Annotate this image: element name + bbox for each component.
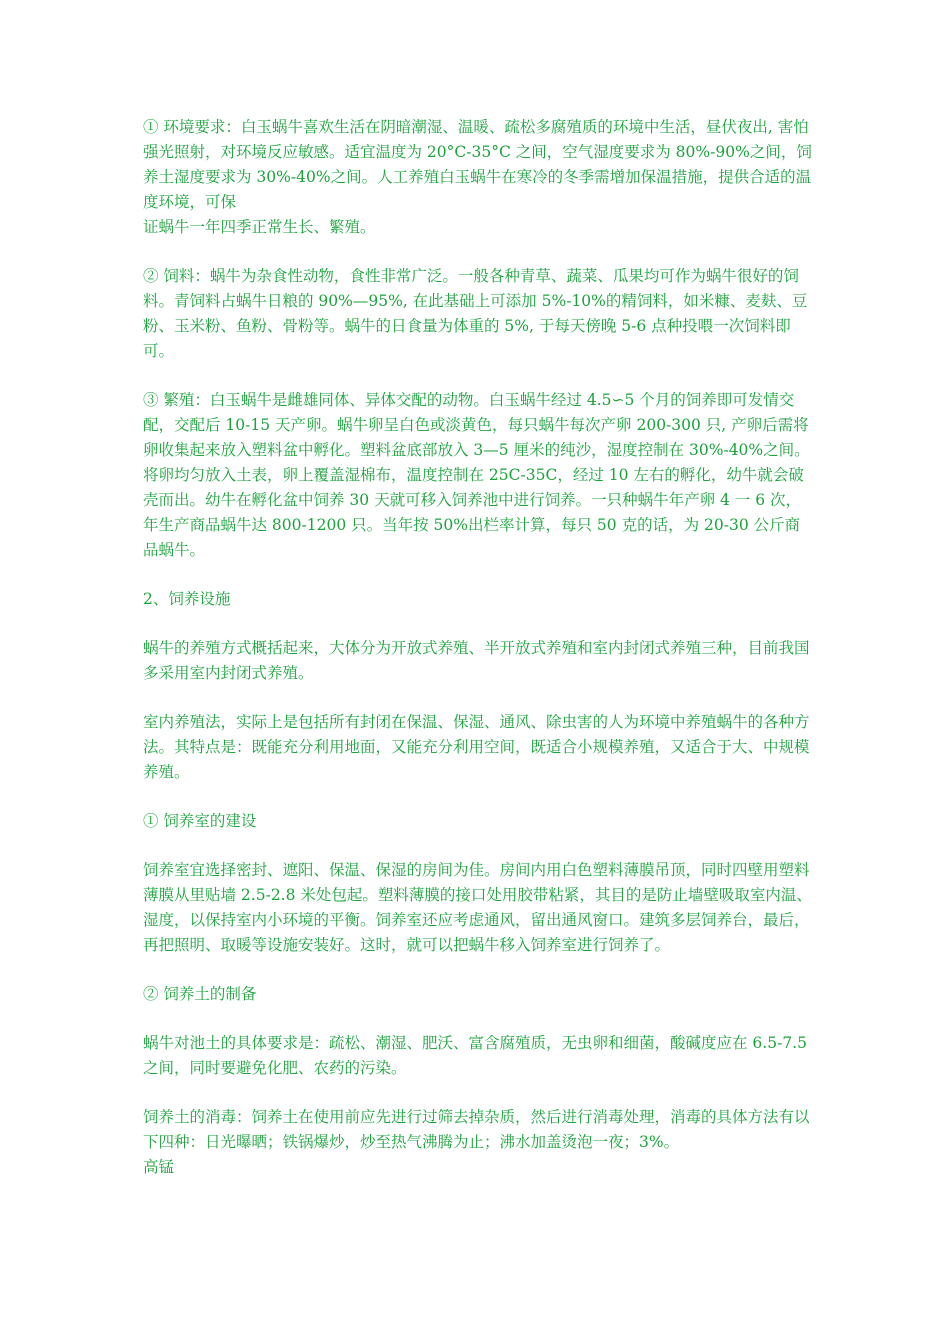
paragraph-feed: ② 饲料：蜗牛为杂食性动物，食性非常广泛。一般各种青草、蔬菜、瓜果均可作为蜗牛很好的饲料。青饲料占蜗牛日粮的 90%—95%, 在此基础上可添加 5%-10%的精饲料，如米糠、麦麸、豆粉、玉米粉、鱼粉、骨粉等。蜗牛的日食量为体重的 5%, 于每天傍晚 5-6 点种投喂一次饲料即可。 xyxy=(143,267,808,360)
subheading-room-construction: ① 饲养室的建设 xyxy=(143,812,257,830)
paragraph-soil-requirements: 蜗牛对池土的具体要求是：疏松、潮湿、肥沃、富含腐殖质，无虫卵和细菌，酸碱度应在 6.5-7.5 之间，同时要避免化肥、农药的污染。 xyxy=(143,1034,807,1077)
subheading-soil-preparation: ② 饲养土的制备 xyxy=(143,985,257,1003)
paragraph-indoor-method: 室内养殖法，实际上是包括所有封闭在保温、保湿、通风、除虫害的人为环境中养殖蜗牛的各种方法。其特点是：既能充分利用地面，又能充分利用空间，既适合小规模养殖，又适合于大、中规模养殖。 xyxy=(143,713,810,781)
paragraph-environment: ① 环境要求：白玉蜗牛喜欢生活在阴暗潮湿、温暖、疏松多腐殖质的环境中生活，昼伏夜出, 害怕强光照射，对环境反应敏感。适宜温度为 20°C-35°C 之间，空气湿度要求为 80%-90%之间，饲养土湿度要求为 30%-40%之间。人工养殖白玉蜗牛在寒冷的冬季需增加保温措施，提供合适的温度环境，可保 证蜗牛一年四季正常生长、繁殖。 xyxy=(143,118,812,236)
paragraph-breeding: ③ 繁殖：白玉蜗牛是雌雄同体、异体交配的动物。白玉蜗牛经过 4.5∽5 个月的饲养即可发情交配，交配后 10-15 天产卵。蜗牛卵呈白色或淡黄色，每只蜗牛每次产卵 200-300 只, 产卵后需将卵收集起来放入塑料盆中孵化。塑料盆底部放入 3—5 厘米的纯沙，湿度控制在 30%-40%之间。将卵均匀放入土表，卵上覆盖湿棉布，温度控制在 25C-35C，经过 10 左右的孵化，幼牛就会破壳而出。幼牛在孵化盆中饲养 30 天就可移入饲养池中进行饲养。一只种蜗牛年产卵 4 一 6 次，年生产商品蜗牛达 800-1200 只。当年按 50%出栏率计算，每只 50 克的话，为 20-30 公斤商品蜗牛。 xyxy=(143,391,810,559)
paragraph-soil-disinfection: 饲养土的消毒：饲养土在使用前应先进行过筛去掉杂质，然后进行消毒处理，消毒的具体方法有以下四种：日光曝晒；铁锅爆炒，炒至热气沸腾为止；沸水加盖烫泡一夜；3%。 高锰 xyxy=(143,1108,810,1176)
paragraph-room-construction: 饲养室宜选择密封、遮阳、保温、保湿的房间为佳。房间内用白色塑料薄膜吊顶，同时四壁用塑料薄膜从里贴墙 2.5-2.8 米处包起。塑料薄膜的接口处用胶带粘紧，其目的是防止墙壁吸取室内温、湿度，以保持室内小环境的平衡。饲养室还应考虑通风，留出通风窗口。建筑多层饲养台，最后，再把照明、取暖等设施安装好。这时，就可以把蜗牛移入饲养室进行饲养了。 xyxy=(143,861,812,954)
document-body xyxy=(143,115,813,1204)
paragraph-breeding-methods: 蜗牛的养殖方式概括起来，大体分为开放式养殖、半开放式养殖和室内封闭式养殖三种，目前我国多采用室内封闭式养殖。 xyxy=(143,639,810,682)
section-heading-facilities: 2、饲养设施 xyxy=(143,590,231,608)
